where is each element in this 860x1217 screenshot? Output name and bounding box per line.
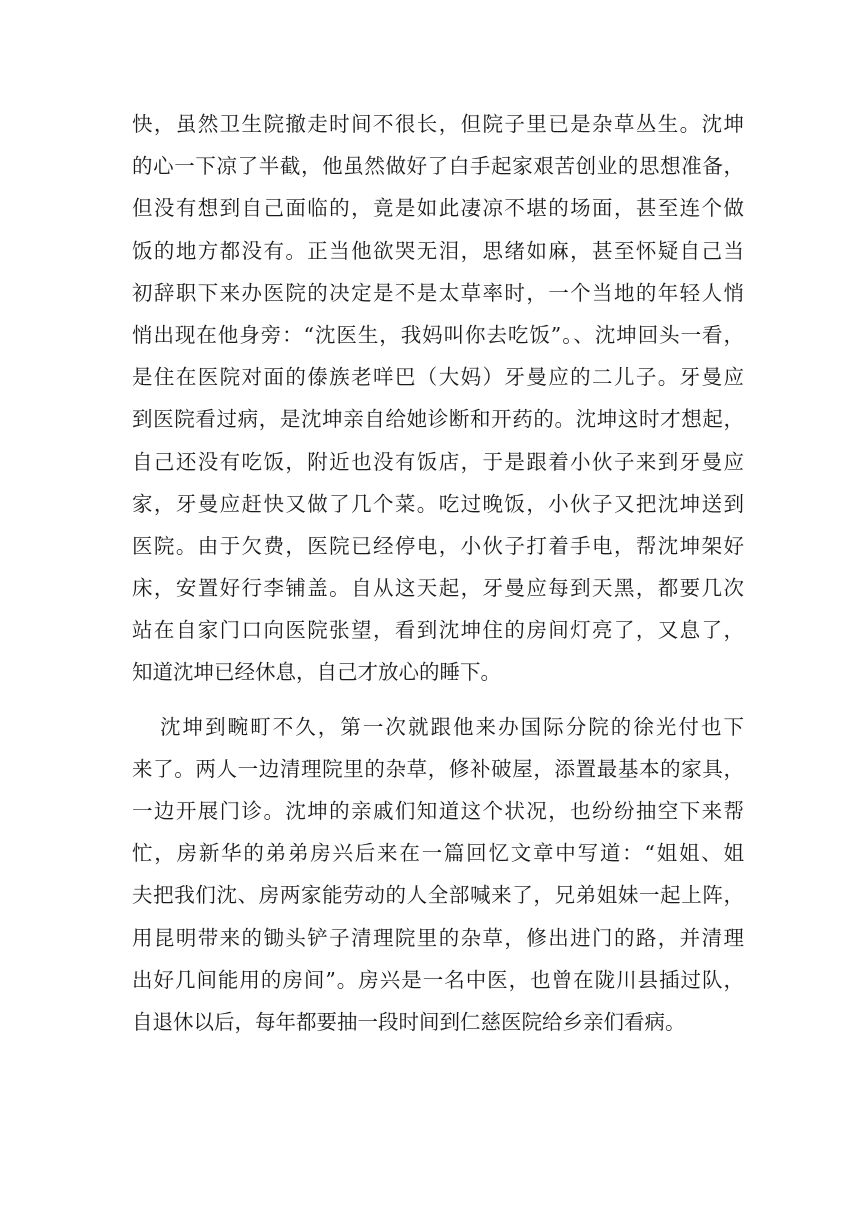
text-line: 到医院看过病，是沈坤亲自给她诊断和开药的。沈坤这时才想起， xyxy=(132,407,744,432)
text-line: 医院。由于欠费，医院已经停电，小伙子打着手电，帮沈坤架好 xyxy=(132,533,744,558)
text-line: 知道沈坤已经休息，自己才放心的睡下。 xyxy=(132,660,501,685)
text-line: 来了。两人一边清理院里的杂草，修补破屋，添置最基本的家具， xyxy=(132,756,744,781)
text-line: 站在自家门口向医院张望，看到沈坤住的房间灯亮了，又息了， xyxy=(132,618,744,643)
text-line: 夫把我们沈、房两家能劳动的人全部喊来了，兄弟姐妹一起上阵， xyxy=(132,883,744,908)
paragraph-spacer xyxy=(132,694,744,706)
text-line: 家，牙曼应赶快又做了几个菜。吃过晚饭，小伙子又把沈坤送到 xyxy=(132,491,744,516)
text-line: 快，虽然卫生院撤走时间不很长，但院子里已是杂草丛生。沈坤 xyxy=(132,112,744,136)
paragraph-2 xyxy=(132,706,744,1044)
text-line: 自己还没有吃饭，附近也没有饭店，于是跟着小伙子来到牙曼应 xyxy=(132,449,744,474)
text-line: 饭的地方都没有。正当他欲哭无泪，思绪如麻，甚至怀疑自己当 xyxy=(132,238,744,263)
text-line: 一边开展门诊。沈坤的亲戚们知道这个状况，也纷纷抽空下来帮 xyxy=(132,799,744,823)
text-line: 的心一下凉了半截，他虽然做好了白手起家艰苦创业的思想准备， xyxy=(132,154,744,179)
text-line: 自退休以后，每年都要抽一段时间到仁慈医院给乡亲们看病。 xyxy=(132,1009,686,1034)
text-line: 沈坤到畹町不久，第一次就跟他来办国际分院的徐光付也下 xyxy=(160,714,744,739)
text-line: 初辞职下来办医院的决定是不是太草率时，一个当地的年轻人悄 xyxy=(132,280,744,305)
text-line: 用昆明带来的锄头铲子清理院里的杂草，修出进门的路，并清理 xyxy=(132,925,744,950)
text-line: 出好几间能用的房间”。房兴是一名中医，也曾在陇川县插过队， xyxy=(132,967,744,992)
text-line: 忙，房新华的弟弟房兴后来在一篇回忆文章中写道：“姐姐、姐 xyxy=(132,841,744,866)
text-line: 是住在医院对面的傣族老咩巴（大妈）牙曼应的二儿子。牙曼应 xyxy=(132,365,744,390)
paragraph-1 xyxy=(132,103,744,694)
text-line: 悄出现在他身旁：“沈医生，我妈叫你去吃饭”。、沈坤回头一看， xyxy=(132,322,744,347)
text-line: 但没有想到自己面临的，竟是如此凄凉不堪的场面，甚至连个做 xyxy=(132,196,744,221)
text-line: 床，安置好行李铺盖。自从这天起，牙曼应每到天黑，都要几次 xyxy=(132,576,744,601)
document-body xyxy=(132,103,744,1043)
